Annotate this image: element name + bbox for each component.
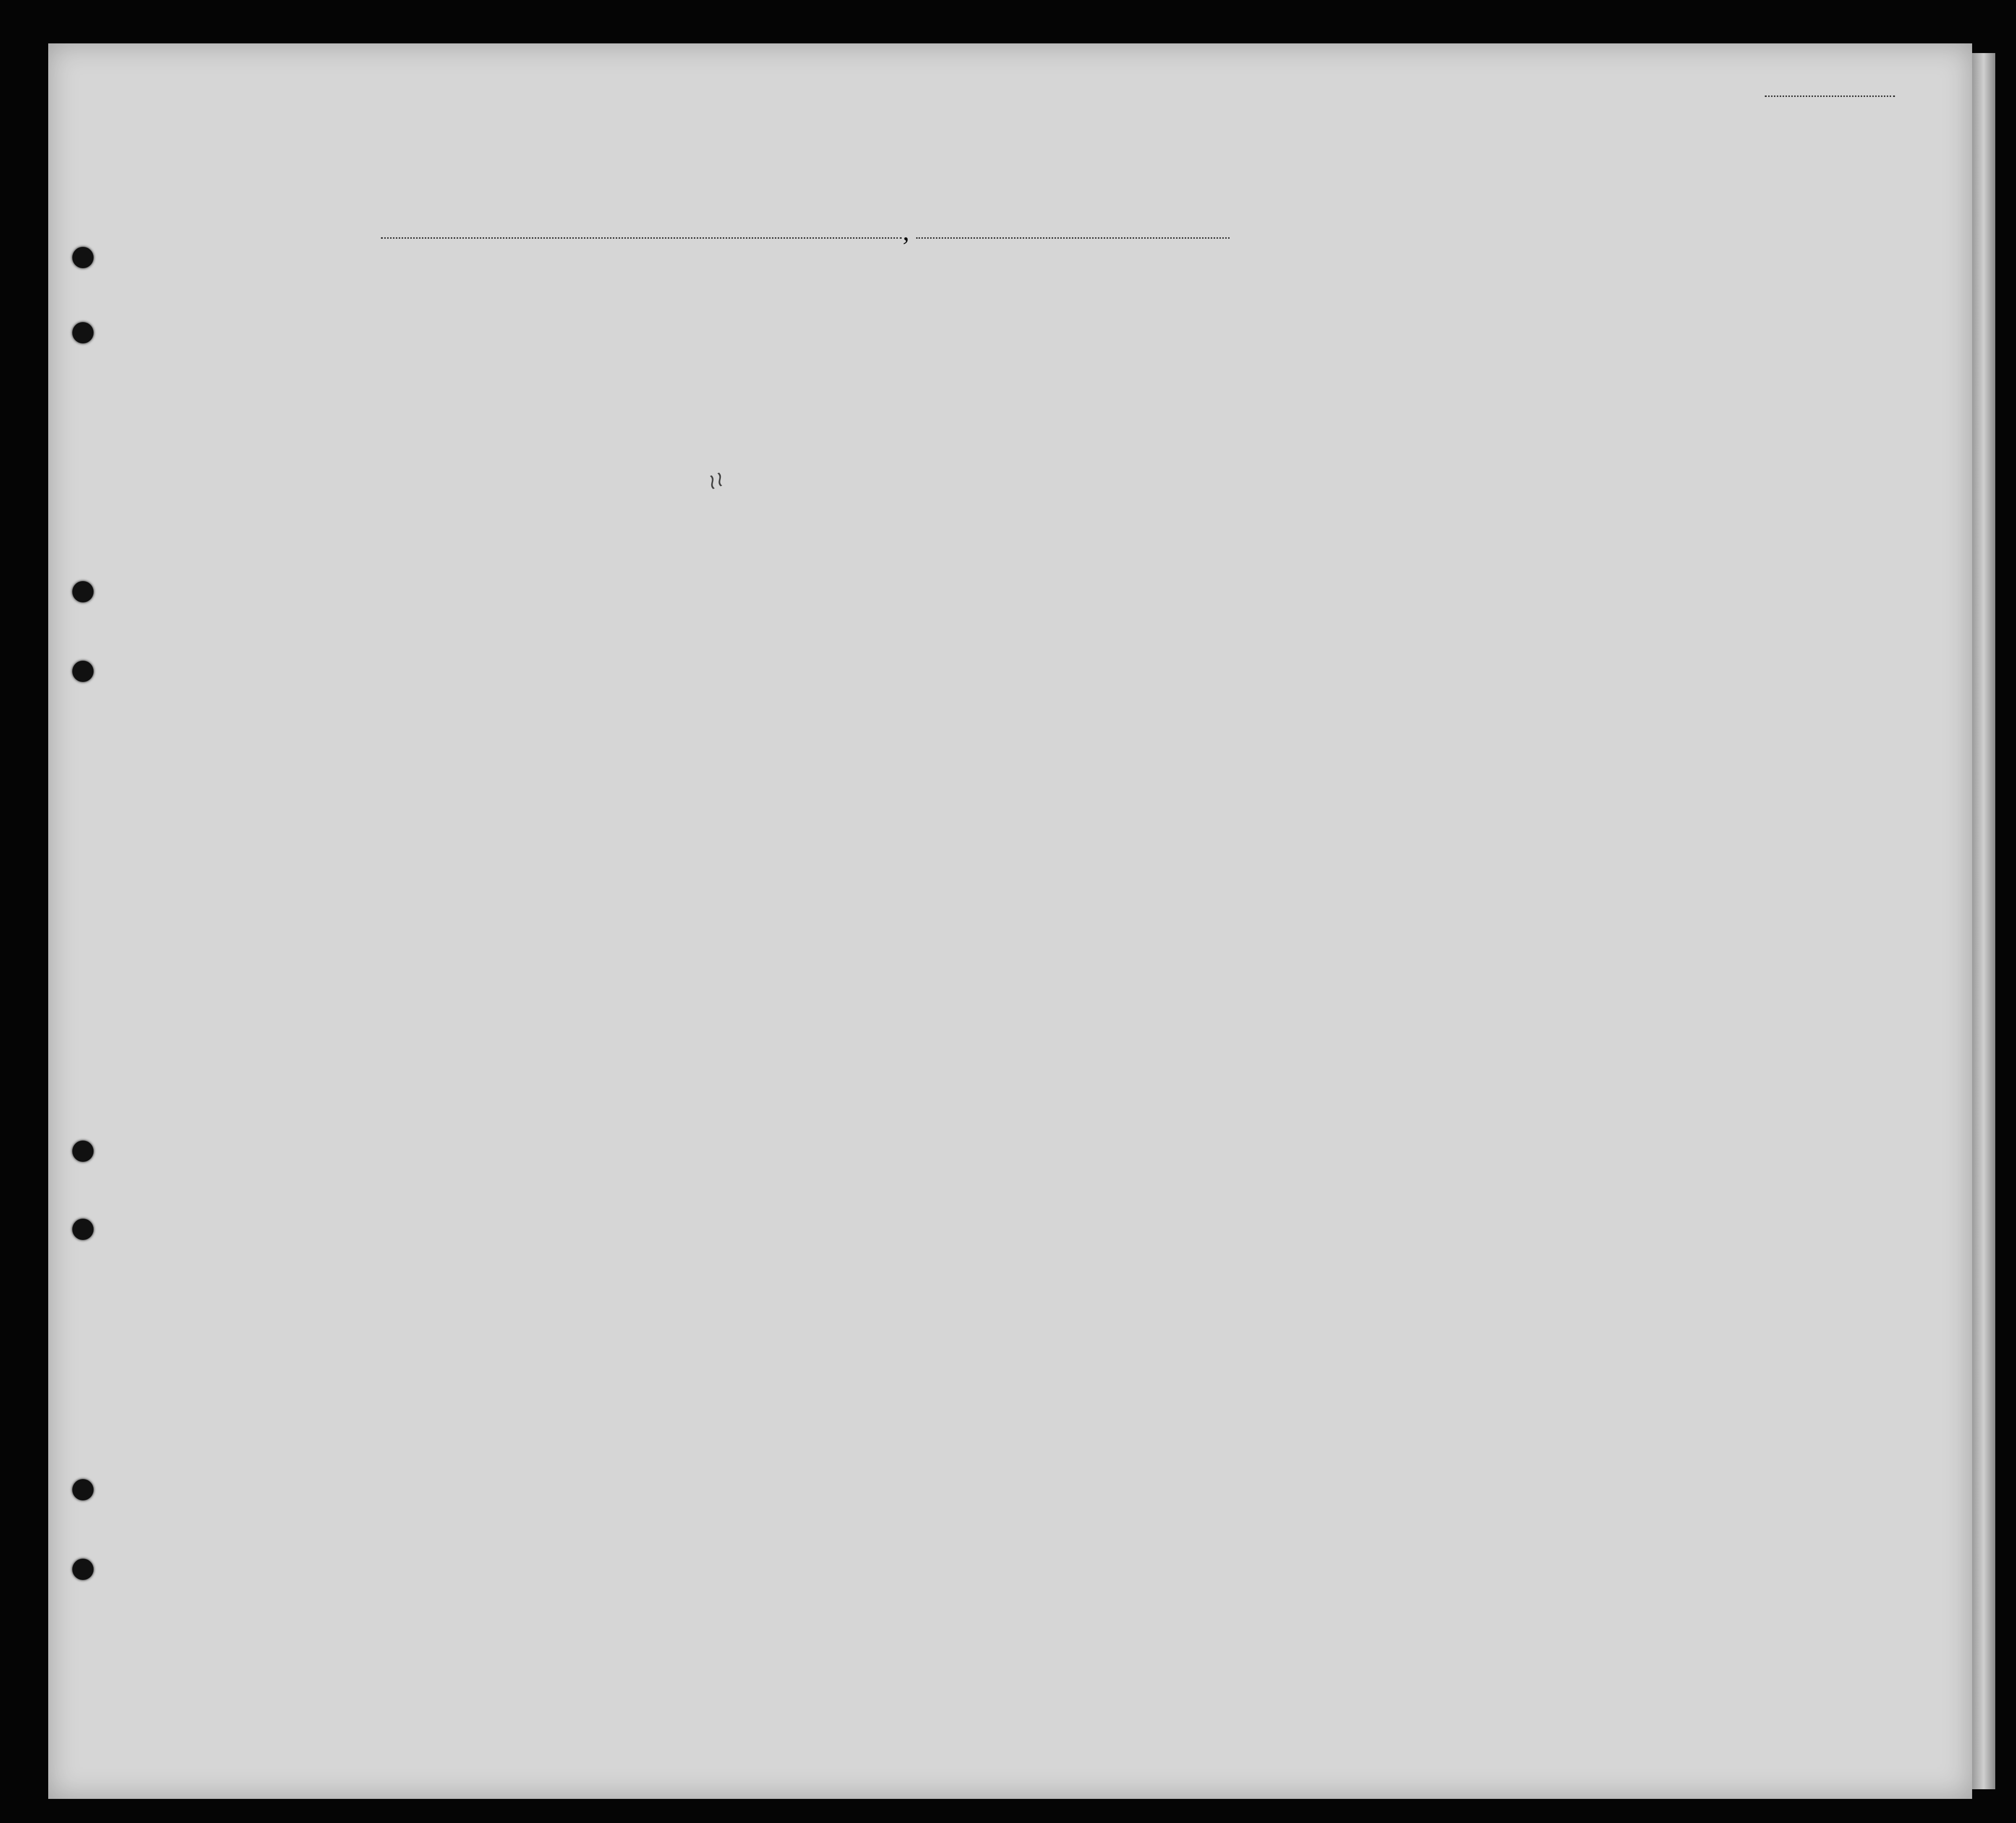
header-purpose-length: [1191, 317, 1220, 428]
binder-hole: [72, 661, 94, 682]
header-prison: [1300, 304, 1334, 427]
header-overthrow: [1391, 304, 1437, 427]
header-offer-labor: [1444, 304, 1475, 427]
header-deported: [1488, 304, 1516, 427]
header-purpose-citizen: [1266, 317, 1295, 428]
binder-hole: [72, 1559, 94, 1580]
binder-hole: [72, 581, 94, 602]
comma-separator: ,: [903, 217, 909, 246]
handwritten-annotation: ≀≀: [703, 467, 726, 495]
binder-hole: [72, 1219, 94, 1240]
binder-hole: [72, 322, 94, 343]
binder-hole: [72, 1141, 94, 1162]
binder-hole: [72, 1479, 94, 1500]
binder-hole: [72, 247, 94, 268]
header-purpose-return: [1150, 317, 1186, 428]
